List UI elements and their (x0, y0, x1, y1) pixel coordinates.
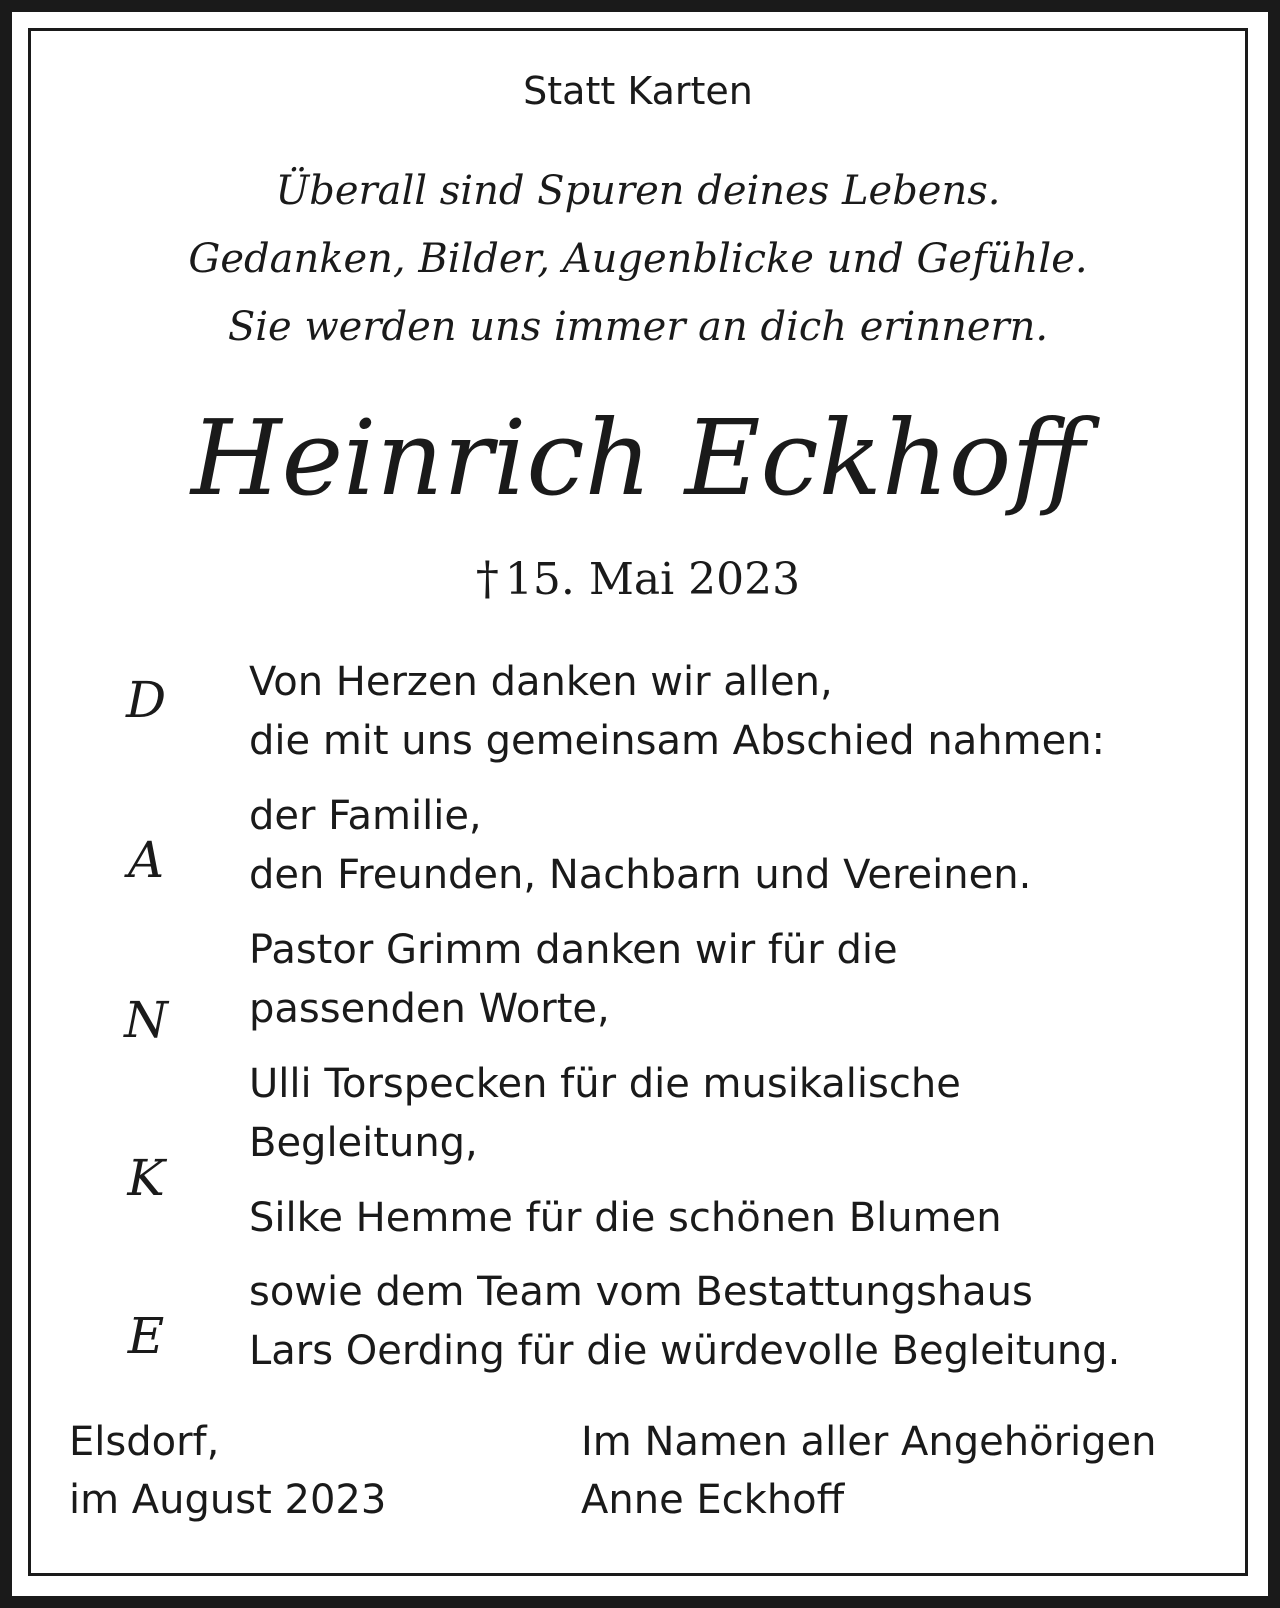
thanks-line: Lars Oerding für die würdevolle Begleitung. (249, 1328, 1121, 1374)
obituary-card-border (28, 28, 1248, 1576)
thanks-line: Silke Hemme für die schönen Blumen (249, 1195, 1002, 1241)
thanks-line: der Familie, (249, 793, 482, 839)
danke-letter-a: A (127, 831, 165, 889)
thanks-line: sowie dem Team vom Bestattungshaus (249, 1269, 1033, 1315)
thanks-line: die mit uns gemeinsam Abschied nahmen: (249, 718, 1106, 764)
deceased-name: Heinrich Eckhoff (190, 397, 1086, 519)
verse-line: Überall sind Spuren deines Lebens. (275, 168, 1001, 214)
on-behalf-line: Im Namen aller Angehörigen (581, 1419, 1157, 1465)
danke-letter-n: N (124, 991, 168, 1049)
signer-name: Anne Eckhoff (581, 1477, 845, 1523)
danke-letter-d: D (125, 671, 167, 729)
thanks-block (249, 1263, 1239, 1381)
place: Elsdorf, (69, 1419, 220, 1465)
thanks-block (249, 921, 1239, 1039)
verse-line: Gedanken, Bilder, Augenblicke und Gefühle. (188, 236, 1088, 282)
danke-letter-e: E (127, 1307, 165, 1365)
card-heading: Statt Karten (523, 69, 753, 113)
memorial-verse (31, 157, 1245, 361)
thanks-line: Von Herzen danken wir allen, (249, 659, 833, 705)
verse-line: Sie werden uns immer an dich erinnern. (227, 304, 1049, 350)
place-and-date (69, 1413, 386, 1529)
thanks-line: Begleitung, (249, 1120, 478, 1166)
obituary-card (31, 31, 1245, 1573)
thanks-block (249, 1055, 1239, 1173)
danke-letter-k: K (127, 1149, 165, 1207)
thanks-block (249, 1189, 1239, 1248)
obituary-card-frame (12, 12, 1268, 1596)
notice-date: im August 2023 (69, 1477, 387, 1523)
thanks-line: Pastor Grimm danken wir für die (249, 927, 898, 973)
thanks-line: passenden Worte, (249, 986, 610, 1032)
death-date: 15. Mai 2023 (504, 554, 801, 605)
thanks-block (249, 787, 1239, 905)
thanks-line: den Freunden, Nachbarn und Vereinen. (249, 852, 1032, 898)
signature-block (581, 1413, 1157, 1529)
death-date-line (31, 551, 1245, 605)
dagger-icon: † (475, 551, 499, 605)
thanks-line: Ulli Torspecken für die musikalische (249, 1061, 961, 1107)
thanks-block (249, 653, 1239, 771)
